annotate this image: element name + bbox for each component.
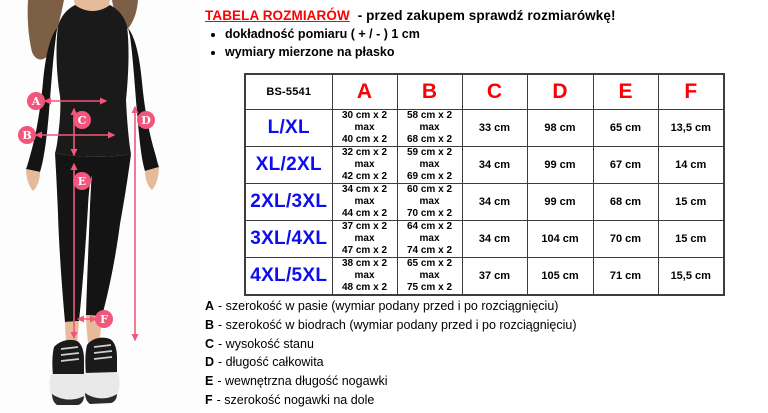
note-measurement-accuracy: • dokładność pomiaru ( + / - ) 1 cm bbox=[225, 27, 420, 41]
size-label: 2XL/3XL bbox=[245, 183, 332, 220]
legend-key: C bbox=[205, 336, 215, 351]
size-label: 4XL/5XL bbox=[245, 257, 332, 295]
size-table bbox=[244, 73, 725, 296]
measurement-a bbox=[332, 257, 397, 295]
table-row bbox=[245, 257, 724, 295]
measurement-line: 69 cm x 2 bbox=[406, 170, 453, 182]
annotation-letter-e: E bbox=[77, 175, 87, 188]
legend-item-c bbox=[205, 337, 577, 356]
legend-item-d bbox=[205, 355, 577, 374]
model-figure-image bbox=[0, 0, 200, 413]
table-row bbox=[245, 146, 724, 183]
measurement-line: 34 cm x 2 bbox=[341, 183, 388, 195]
legend-item-e bbox=[205, 374, 577, 393]
measurement-c: 34 cm bbox=[462, 220, 527, 257]
measurement-d: 99 cm bbox=[527, 146, 593, 183]
measurement-d: 104 cm bbox=[527, 220, 593, 257]
measurement-e: 65 cm bbox=[593, 109, 658, 146]
legend-desc: - wewnętrzna długość nogawki bbox=[217, 374, 388, 389]
measurement-legend bbox=[205, 299, 577, 412]
measurement-line: 74 cm x 2 bbox=[406, 244, 453, 256]
annotation-letter-a: A bbox=[31, 95, 41, 108]
measurement-line: 37 cm x 2 bbox=[341, 220, 388, 232]
legend-desc: - szerokość w biodrach (wymiar podany przed i po rozciągnięciu) bbox=[218, 317, 577, 332]
measurement-line: max bbox=[419, 195, 440, 207]
measurement-line: 48 cm x 2 bbox=[341, 281, 388, 293]
measurement-line: 30 cm x 2 bbox=[341, 109, 388, 121]
legend-key: B bbox=[205, 317, 215, 332]
measurement-line: 68 cm x 2 bbox=[406, 133, 453, 145]
legend-item-a bbox=[205, 299, 577, 318]
annotation-letter-d: D bbox=[141, 114, 151, 127]
right-shoe-upper bbox=[85, 338, 117, 375]
measurement-line: max bbox=[354, 121, 375, 133]
measurement-c: 33 cm bbox=[462, 109, 527, 146]
measurement-b bbox=[397, 183, 462, 220]
measurement-a bbox=[332, 220, 397, 257]
table-row bbox=[245, 220, 724, 257]
table-header-row bbox=[245, 74, 724, 109]
measurement-line: max bbox=[354, 269, 375, 281]
measurement-line: 47 cm x 2 bbox=[341, 244, 388, 256]
column-header-a: A bbox=[332, 74, 397, 109]
measurement-c: 34 cm bbox=[462, 146, 527, 183]
measurement-line: 70 cm x 2 bbox=[406, 207, 453, 219]
legend-key: A bbox=[205, 299, 215, 313]
measurement-c: 34 cm bbox=[462, 183, 527, 220]
measurement-f: 15,5 cm bbox=[658, 257, 724, 295]
measurement-line: max bbox=[419, 158, 440, 170]
measurement-a bbox=[332, 109, 397, 146]
note-measured-flat: • wymiary mierzone na płasko bbox=[225, 45, 420, 59]
size-label: 3XL/4XL bbox=[245, 220, 332, 257]
legend-key: E bbox=[205, 374, 214, 389]
notes-list bbox=[210, 27, 420, 63]
table-row bbox=[245, 109, 724, 146]
headline bbox=[205, 8, 616, 23]
legend-item-b bbox=[205, 318, 577, 337]
measurement-line: 59 cm x 2 bbox=[406, 146, 453, 158]
measurement-e: 68 cm bbox=[593, 183, 658, 220]
measurement-c: 37 cm bbox=[462, 257, 527, 295]
column-header-c: C bbox=[462, 74, 527, 109]
measurement-line: 75 cm x 2 bbox=[406, 281, 453, 293]
column-header-b: B bbox=[397, 74, 462, 109]
measurement-b bbox=[397, 146, 462, 183]
annotation-letter-f: F bbox=[100, 313, 108, 326]
annotation-letter-c: C bbox=[77, 114, 87, 127]
measurement-b bbox=[397, 257, 462, 295]
measurement-a bbox=[332, 183, 397, 220]
measurement-d: 98 cm bbox=[527, 109, 593, 146]
left-shoe-upper bbox=[52, 340, 84, 376]
column-header-f: F bbox=[658, 74, 724, 109]
measurement-line: max bbox=[419, 269, 440, 281]
measurement-f: 15 cm bbox=[658, 220, 724, 257]
size-label: L/XL bbox=[245, 109, 332, 146]
column-header-d: D bbox=[527, 74, 593, 109]
measurement-line: max bbox=[354, 195, 375, 207]
legend-desc: - szerokość nogawki na dole bbox=[216, 392, 375, 407]
sweater-torso bbox=[55, 5, 131, 157]
measurement-line: max bbox=[419, 121, 440, 133]
column-header-e: E bbox=[593, 74, 658, 109]
product-photo bbox=[0, 0, 200, 413]
measurement-line: 40 cm x 2 bbox=[341, 133, 388, 145]
legend-key: F bbox=[205, 392, 213, 407]
measurement-line: 44 cm x 2 bbox=[341, 207, 388, 219]
measurement-a bbox=[332, 146, 397, 183]
measurement-b bbox=[397, 109, 462, 146]
measurement-line: 42 cm x 2 bbox=[341, 170, 388, 182]
measurement-f: 15 cm bbox=[658, 183, 724, 220]
measurement-line: 60 cm x 2 bbox=[406, 183, 453, 195]
annotation-letter-b: B bbox=[22, 129, 32, 142]
measurement-f: 13,5 cm bbox=[658, 109, 724, 146]
legend-desc: - długość całkowita bbox=[218, 355, 324, 370]
measurement-line: max bbox=[419, 232, 440, 244]
measurement-e: 70 cm bbox=[593, 220, 658, 257]
legend-key: D bbox=[205, 355, 215, 370]
measurement-line: 58 cm x 2 bbox=[406, 109, 453, 121]
measurement-line: 64 cm x 2 bbox=[406, 220, 453, 232]
measurement-line: 32 cm x 2 bbox=[341, 146, 388, 158]
legend-desc: - wysokość stanu bbox=[218, 336, 314, 351]
measurement-d: 99 cm bbox=[527, 183, 593, 220]
measurement-line: 38 cm x 2 bbox=[341, 257, 388, 269]
measurement-e: 67 cm bbox=[593, 146, 658, 183]
table-row bbox=[245, 183, 724, 220]
measurement-b bbox=[397, 220, 462, 257]
measurement-line: 65 cm x 2 bbox=[406, 257, 453, 269]
size-label: XL/2XL bbox=[245, 146, 332, 183]
page-title: TABELA ROZMIARÓW bbox=[205, 8, 350, 23]
legend-desc: - szerokość w pasie (wymiar podany przed i po rozciągnięciu) bbox=[218, 299, 559, 313]
model-number: BS-5541 bbox=[245, 74, 332, 109]
measurement-line: max bbox=[354, 158, 375, 170]
page-subtitle: - przed zakupem sprawdź rozmiarówkę! bbox=[357, 8, 616, 23]
measurement-line: max bbox=[354, 232, 375, 244]
measurement-d: 105 cm bbox=[527, 257, 593, 295]
measurement-e: 71 cm bbox=[593, 257, 658, 295]
legend-item-f bbox=[205, 393, 577, 412]
measurement-f: 14 cm bbox=[658, 146, 724, 183]
